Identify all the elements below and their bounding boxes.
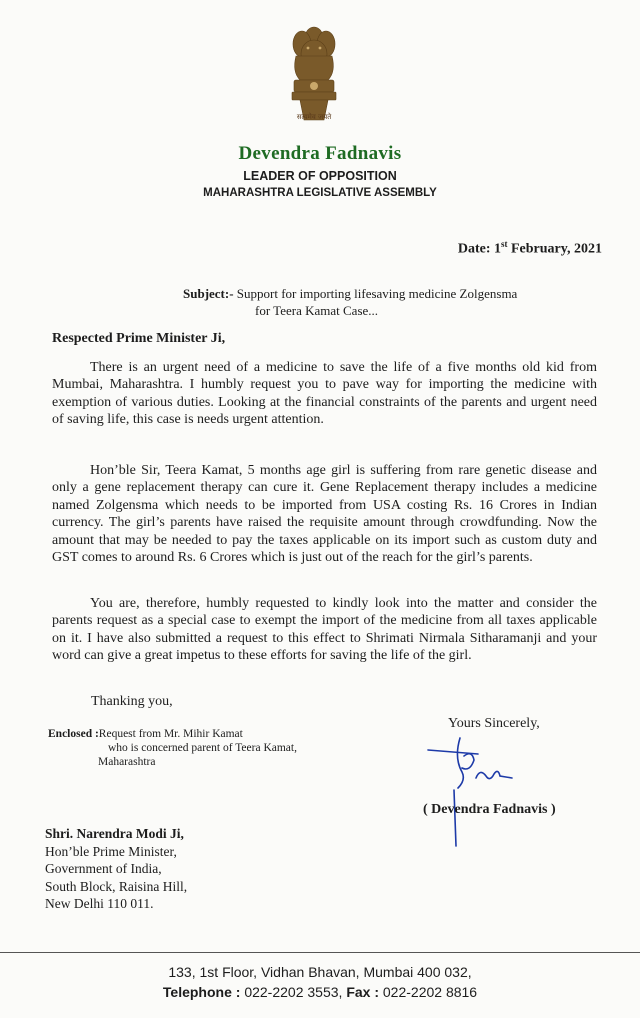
body-paragraph: There is an urgent need of a medicine to save the life of a five months old kid from Mumbai, Maharashtra. I humbly request you to pave way for importing the medicine with exemption of various duties. Looking at the financial constraints of the parents and urgent need of saving life, this case is needs urgent attention.	[52, 360, 597, 428]
subject-label: Subject:-	[183, 286, 234, 301]
closing-sincerely: Yours Sincerely,	[448, 716, 540, 731]
signatory-name: ( Devendra Fadnavis )	[423, 802, 556, 817]
letterhead-title: LEADER OF OPPOSITION	[243, 169, 397, 183]
enclosure-note: Enclosed :Request from Mr. Mihir Kamat who is concerned parent of Teera Kamat, Maharashtra	[48, 728, 297, 768]
body-paragraph: You are, therefore, humbly requested to kindly look into the matter and consider the parents request as a special case to exempt the import of the medicine from all taxes applicable on it. I have also submitted a request to this effect to Shrimati Nirmala Sitharamanji and your word can give a great impetus to these efforts for saving the life of the girl.	[52, 596, 597, 664]
footer-divider	[0, 952, 640, 953]
subject-text-continued: for Teera Kamat Case...	[255, 303, 379, 318]
emblem-motto: सत्यमेव जयते	[296, 113, 332, 121]
subject-text: Support for importing lifesaving medicine Zolgensma	[233, 286, 518, 301]
closing-thanks: Thanking you,	[91, 694, 173, 709]
salutation: Respected Prime Minister Ji,	[52, 331, 226, 346]
letterhead-footer	[0, 962, 640, 1002]
letterhead-name: Devendra Fadnavis	[238, 143, 402, 164]
body-paragraph: Hon’ble Sir, Teera Kamat, 5 months age girl is suffering from rare genetic disease and only a gene replacement therapy can cure it. Gene Replacement therapy includes a medicine named Zolgensma which needs to be imported from USA costing Rs. 16 Crores in Indian currency. The girl’s parents have raised the requisite amount through crowdfunding. Now the amount that may be needed to pay the taxes applicable on its import such as custom duty and GST comes to around Rs. 6 Crores which is just out of the reach for the girl’s parents.	[52, 463, 597, 566]
addressee-block: Shri. Narendra Modi Ji, Hon’ble Prime Minister, Government of India, South Block, Raisina Hill, New Delhi 110 011.	[45, 825, 305, 913]
letter-date: Date: 1st February, 2021	[457, 239, 602, 257]
subject-line	[183, 285, 603, 319]
footer-contact: Telephone : 022-2202 3553, Fax : 022-2202 8816	[162, 984, 478, 1000]
footer-address: 133, 1st Floor, Vidhan Bhavan, Mumbai 400 032,	[168, 964, 472, 980]
handwritten-signature	[420, 728, 540, 848]
letterhead-subtitle: MAHARASHTRA LEGISLATIVE ASSEMBLY	[203, 187, 437, 199]
addressee-name: Shri. Narendra Modi Ji,	[45, 826, 184, 841]
enclosure-label: Enclosed :	[48, 728, 99, 740]
